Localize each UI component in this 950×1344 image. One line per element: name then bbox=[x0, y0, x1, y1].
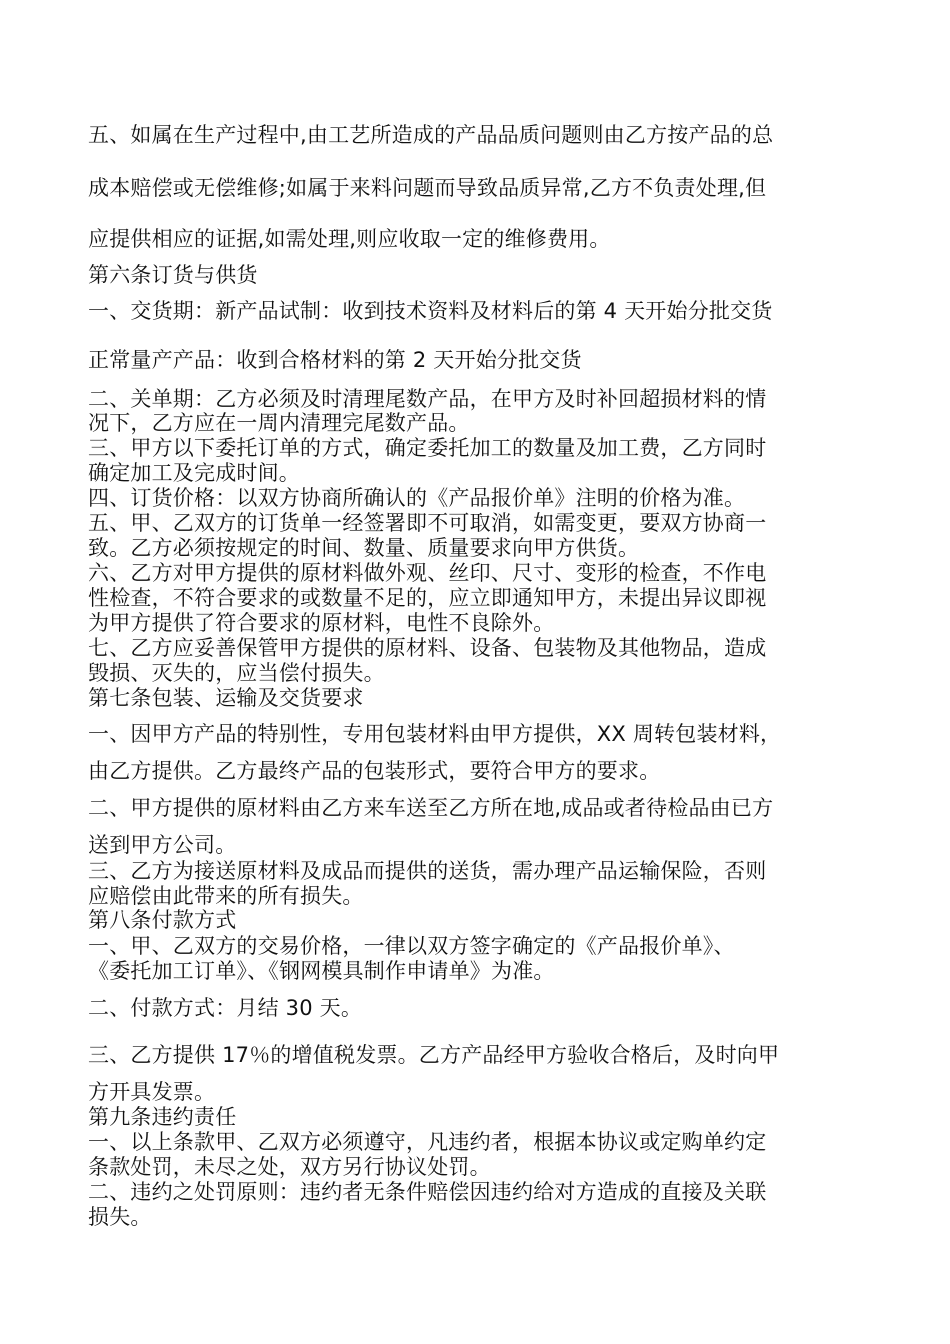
text-line: 二、违约之处罚原则：违约者无条件赔偿因违约给对方造成的直接及关联 bbox=[88, 1180, 767, 1204]
text-line: 一、因甲方产品的特别性，专用包装材料由甲方提供，XX 周转包装材料， bbox=[88, 722, 782, 746]
text-line: 送到甲方公司。 bbox=[88, 833, 237, 857]
text-line: 确定加工及完成时间。 bbox=[88, 461, 300, 485]
section-heading: 第六条订货与供货 bbox=[88, 263, 258, 287]
text-line: 一、以上条款甲、乙双方必须遵守，凡违约者，根据本协议或定购单约定 bbox=[88, 1130, 767, 1154]
text-line: 《委托加工订单》、《钢网模具制作申请单》为准。 bbox=[88, 959, 555, 983]
text-line: 五、如属在生产过程中,由工艺所造成的产品品质问题则由乙方按产品的总 bbox=[88, 123, 774, 147]
text-line: 三、甲方以下委托订单的方式，确定委托加工的数量及加工费，乙方同时 bbox=[88, 436, 767, 460]
text-line: 损失。 bbox=[88, 1205, 152, 1229]
text-line: 二、甲方提供的原材料由乙方来车送至乙方所在地,成品或者待检品由已方 bbox=[88, 796, 774, 820]
text-line: 二、付款方式：月结 30 天。 bbox=[88, 996, 363, 1020]
text-line: 三、乙方为接送原材料及成品而提供的送货，需办理产品运输保险，否则 bbox=[88, 859, 767, 883]
text-line: 致。乙方必须按规定的时间、数量、质量要求向甲方供货。 bbox=[88, 536, 640, 560]
section-heading: 第九条违约责任 bbox=[88, 1105, 237, 1129]
text-line: 正常量产产品：收到合格材料的第 2 天开始分批交货 bbox=[88, 348, 582, 372]
text-line: 二、关单期：乙方必须及时清理尾数产品，在甲方及时补回超损材料的情 bbox=[88, 387, 767, 411]
text-line: 应提供相应的证据,如需处理,则应收取一定的维修费用。 bbox=[88, 227, 611, 251]
section-heading: 第八条付款方式 bbox=[88, 908, 237, 932]
text-line: 成本赔偿或无偿维修;如属于来料问题而导致品质异常,乙方不负责处理,但 bbox=[88, 176, 767, 200]
text-line: 四、订货价格：以双方协商所确认的《产品报价单》注明的价格为准。 bbox=[88, 486, 746, 510]
text-line: 性检查，不符合要求的或数量不足的，应立即通知甲方，未提出异议即视 bbox=[88, 586, 767, 610]
text-line: 方开具发票。 bbox=[88, 1080, 216, 1104]
text-line: 六、乙方对甲方提供的原材料做外观、丝印、尺寸、变形的检查，不作电 bbox=[88, 561, 767, 585]
text-line: 七、乙方应妥善保管甲方提供的原材料、设备、包装物及其他物品，造成 bbox=[88, 636, 767, 660]
text-line: 五、甲、乙双方的订货单一经签署即不可取消，如需变更，要双方协商一 bbox=[88, 511, 767, 535]
text-line: 为甲方提供了符合要求的原材料，电性不良除外。 bbox=[88, 611, 555, 635]
section-heading: 第七条包装、运输及交货要求 bbox=[88, 686, 364, 710]
text-line: 一、交货期：新产品试制：收到技术资料及材料后的第 4 天开始分批交货 bbox=[88, 299, 773, 323]
text-line: 应赔偿由此带来的所有损失。 bbox=[88, 884, 364, 908]
text-line: 条款处罚，未尽之处，双方另行协议处罚。 bbox=[88, 1155, 491, 1179]
text-line: 由乙方提供。乙方最终产品的包装形式，要符合甲方的要求。 bbox=[88, 759, 661, 783]
text-line: 毁损、灭失的，应当偿付损失。 bbox=[88, 661, 385, 685]
text-line: 三、乙方提供 17％的增值税发票。乙方产品经甲方验收合格后，及时向甲 bbox=[88, 1043, 780, 1067]
text-line: 一、甲、乙双方的交易价格，一律以双方签字确定的《产品报价单》、 bbox=[88, 934, 735, 958]
text-line: 况下，乙方应在一周内清理完尾数产品。 bbox=[88, 411, 470, 435]
